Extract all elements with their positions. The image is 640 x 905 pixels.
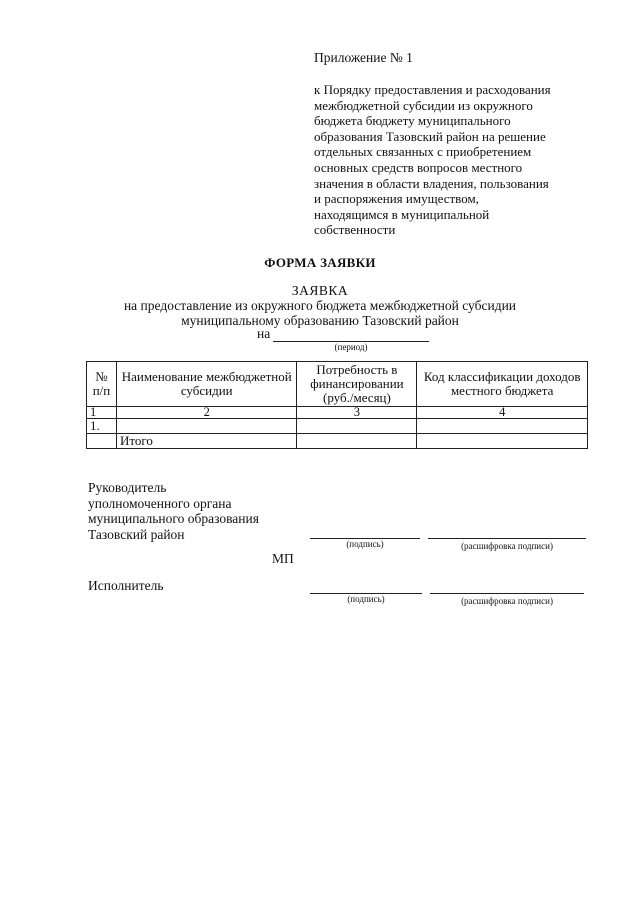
executor-decoding-line[interactable] bbox=[430, 593, 584, 594]
purpose-line: отдельных связанных с приобретением bbox=[314, 144, 532, 160]
head-title-block bbox=[88, 480, 259, 542]
executor-label: Исполнитель bbox=[88, 578, 164, 593]
period-prefix: на bbox=[257, 326, 271, 341]
form-title: ФОРМА ЗАЯВКИ bbox=[264, 255, 376, 270]
table-column-numbers bbox=[87, 407, 588, 419]
header-income-code: Код классификации доходов местного бюджета bbox=[417, 362, 588, 407]
table-header-row bbox=[87, 362, 588, 407]
head-title-line: Руководитель bbox=[88, 480, 167, 495]
header-funding-need: Потребность в финансировании (руб./месяц) bbox=[297, 362, 417, 407]
table-total-row bbox=[87, 434, 588, 449]
purpose-line: и распоряжения имуществом, bbox=[314, 191, 479, 207]
total-label: Итого bbox=[116, 434, 297, 449]
subtitle-line: муниципальному образованию Тазовский район bbox=[181, 313, 459, 328]
column-number: 4 bbox=[417, 407, 588, 419]
executor-signature-caption: (подпись) bbox=[347, 594, 385, 604]
head-decoding-caption: (расшифровка подписи) bbox=[461, 541, 553, 551]
head-title-line: уполномоченного органа bbox=[88, 495, 232, 511]
table-cell[interactable] bbox=[116, 419, 297, 434]
header-subsidy-name: Наименование межбюджетной субсидии bbox=[116, 362, 297, 407]
head-decoding-line[interactable] bbox=[428, 538, 586, 539]
purpose-line: к Порядку предоставления и расходования bbox=[314, 82, 551, 97]
purpose-line: основных средств вопросов местного bbox=[314, 159, 523, 175]
executor-decoding-caption: (расшифровка подписи) bbox=[461, 596, 553, 606]
column-number: 2 bbox=[116, 407, 297, 419]
purpose-line: значения в области владения, пользования bbox=[314, 175, 549, 191]
head-title-line: Тазовский район bbox=[88, 526, 185, 542]
purpose-line: образования Тазовский район на решение bbox=[314, 128, 546, 144]
request-table bbox=[86, 361, 588, 449]
column-number: 1 bbox=[87, 407, 117, 419]
table-cell bbox=[87, 434, 117, 449]
stamp-label: МП bbox=[272, 551, 294, 566]
table-cell[interactable] bbox=[297, 434, 417, 449]
header-number: № п/п bbox=[87, 362, 117, 407]
application-title: ЗАЯВКА bbox=[291, 283, 349, 298]
purpose-line: бюджета бюджету муниципального bbox=[314, 113, 511, 129]
table-cell: 1. bbox=[87, 419, 117, 434]
subtitle-line: на предоставление из окружного бюджета межбюджетной субсидии bbox=[123, 298, 517, 313]
head-title-line: муниципального образования bbox=[88, 511, 259, 526]
period-caption: (период) bbox=[334, 342, 368, 352]
appendix-label: Приложение № 1 bbox=[314, 50, 413, 65]
table-cell[interactable] bbox=[417, 434, 588, 449]
table-cell[interactable] bbox=[297, 419, 417, 434]
purpose-line: межбюджетной субсидии из окружного bbox=[314, 97, 533, 113]
purpose-line: собственности bbox=[314, 222, 396, 238]
head-signature-caption: (подпись) bbox=[346, 539, 384, 549]
table-cell[interactable] bbox=[417, 419, 588, 434]
purpose-line: находящимся в муниципальной bbox=[314, 206, 490, 222]
application-subtitle bbox=[0, 298, 640, 328]
table-row bbox=[87, 419, 588, 434]
column-number: 3 bbox=[297, 407, 417, 419]
appendix-purpose bbox=[314, 82, 604, 238]
